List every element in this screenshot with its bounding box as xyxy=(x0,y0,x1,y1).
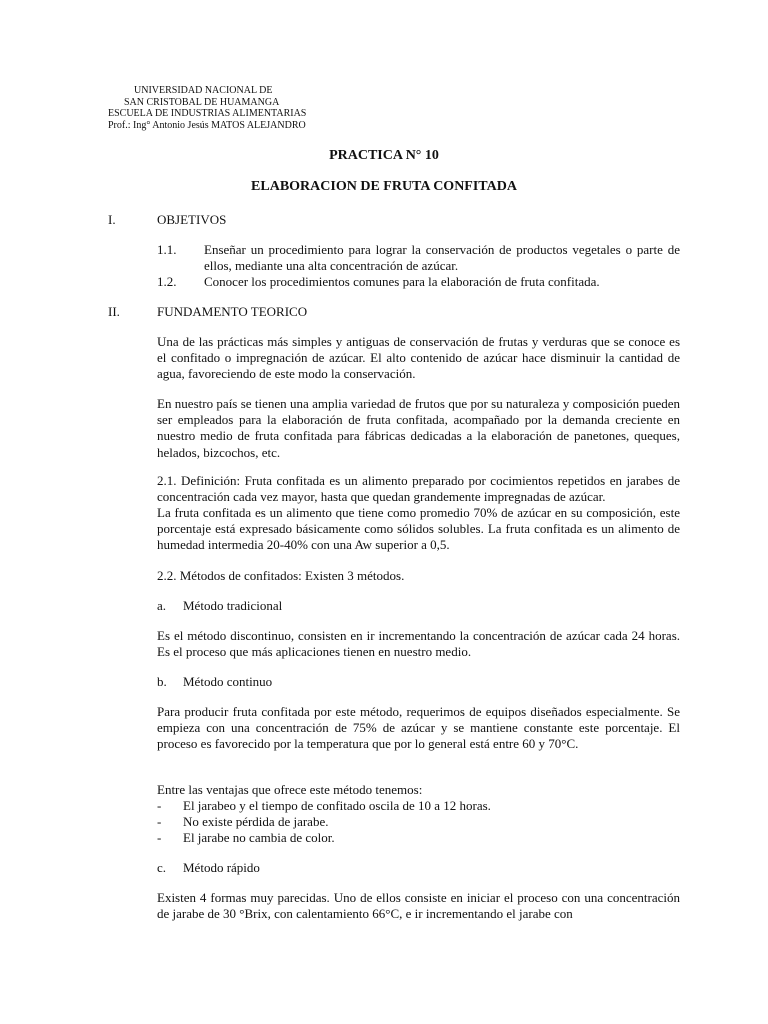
section-title: OBJETIVOS xyxy=(157,212,227,227)
list-dash: - xyxy=(157,830,162,845)
method-title: Método tradicional xyxy=(183,598,283,613)
list-item: No existe pérdida de jarabe. xyxy=(183,814,329,829)
advantages-intro: Entre las ventajas que ofrece este método tenemos: xyxy=(157,782,423,797)
paragraph: Es el método discontinuo, consisten en ir incrementando la concentración de azúcar cada 24 horas. Es el proceso que más aplicaciones tienen en nuestro medio. xyxy=(157,628,680,660)
page-subtitle: ELABORACION DE FRUTA CONFITADA xyxy=(251,179,517,194)
paragraph: Existen 4 formas muy parecidas. Uno de ellos consiste en iniciar el proceso con una concentración de jarabe de 30 °Brix, con calentamiento 66°C, e ir incrementando el jarabe con xyxy=(157,890,680,922)
section-number: I. xyxy=(108,212,116,227)
header-school: ESCUELA DE INDUSTRIAS ALIMENTARIAS xyxy=(108,108,307,119)
method-letter: b. xyxy=(157,674,167,689)
list-item: El jarabeo y el tiempo de confitado oscila de 10 a 12 horas. xyxy=(183,798,491,813)
paragraph: En nuestro país se tienen una amplia variedad de frutos que por su naturaleza y composición pueden ser empleados para la elaboración de fruta confitada, acompañado por la demanda creciente en nuestro medio de fruta confitada para fábricas dedicadas a la elaboración de panetones, queques, helados, bizcochos, etc. xyxy=(157,396,680,460)
objective-text: Conocer los procedimientos comunes para la elaboración de fruta confitada. xyxy=(204,274,600,289)
list-dash: - xyxy=(157,798,162,813)
header-professor: Prof.: Ing° Antonio Jesús MATOS ALEJANDRO xyxy=(108,120,306,131)
methods-intro: 2.2. Métodos de confitados: Existen 3 métodos. xyxy=(157,568,405,583)
method-letter: a. xyxy=(157,598,167,613)
list-item: El jarabe no cambia de color. xyxy=(183,830,335,845)
header-university: UNIVERSIDAD NACIONAL DE xyxy=(134,85,273,96)
section-number: II. xyxy=(108,304,120,319)
method-letter: c. xyxy=(157,860,167,875)
paragraph: Una de las prácticas más simples y antiguas de conservación de frutas y verduras que se conoce es el confitado o impregnación de azúcar. El alto contenido de azúcar hace disminuir la cantidad de agua, favoreciendo de este modo la conservación. xyxy=(157,334,680,382)
paragraph: 2.1. Definición: Fruta confitada es un alimento preparado por cocimientos repetidos en jarabes de concentración cada vez mayor, hasta que quedan grandemente impregnadas de azúcar. xyxy=(157,473,680,505)
method-title: Método continuo xyxy=(183,674,273,689)
section-title: FUNDAMENTO TEORICO xyxy=(157,304,308,319)
objective-number: 1.1. xyxy=(157,242,177,257)
paragraph: La fruta confitada es un alimento que tiene como promedio 70% de azúcar en su composición, este porcentaje está expresado básicamente como sólidos solubles. La fruta confitada es un alimento de humedad intermedia 20-40% con una Aw superior a 0,5. xyxy=(157,505,680,553)
header-university-city: SAN CRISTOBAL DE HUAMANGA xyxy=(124,97,280,108)
paragraph: Para producir fruta confitada por este método, requerimos de equipos diseñados especialmente. Se empieza con una concentración de 75% de azúcar y se mantiene constante este porcentaje. El proceso es favorecido por la temperatura que por lo general está entre 60 y 70°C. xyxy=(157,704,680,752)
objective-text: Enseñar un procedimiento para lograr la conservación de productos vegetales o parte de ellos, mediante una alta concentración de azúcar. xyxy=(204,242,680,273)
list-dash: - xyxy=(157,814,162,829)
objective-number: 1.2. xyxy=(157,274,177,289)
method-title: Método rápido xyxy=(183,860,260,875)
page-title: PRACTICA N° 10 xyxy=(329,148,439,163)
